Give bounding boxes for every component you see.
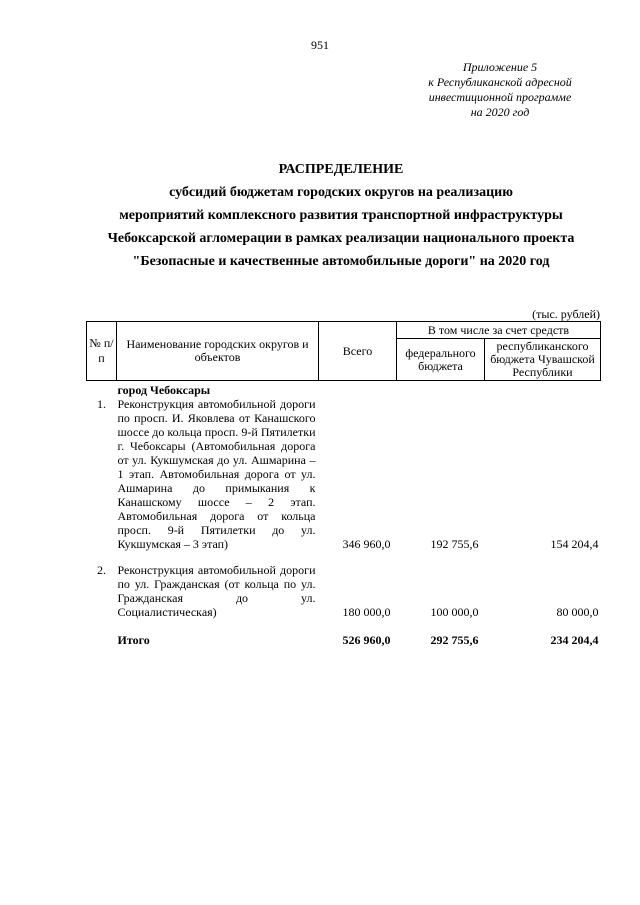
table-row (87, 563, 601, 619)
row-federal: 192 755,6 (430, 537, 479, 551)
row-number: 2. (97, 563, 106, 577)
appendix-line-1: Приложение 5 (462, 60, 538, 74)
header-name: Наименование городских округов и объектов (117, 322, 319, 381)
heading-title: РАСПРЕДЕЛЕНИЕ (278, 162, 404, 177)
appendix-line-2: к Республиканской адресной (428, 75, 572, 89)
appendix-line-3: инвестиционной программе (428, 90, 572, 104)
header-republic: республиканского бюджета Чувашской Республики (485, 339, 601, 381)
header-num: № п/п (87, 322, 117, 381)
header-including: В том числе за счет средств (397, 322, 601, 339)
row-federal: 100 000,0 (430, 605, 479, 619)
heading-line-4: Чебоксарской агломерации в рамках реализации национального проекта (107, 231, 575, 246)
heading-line-2: субсидий бюджетам городских округов на реализацию (169, 185, 513, 200)
row-total: 346 960,0 (342, 537, 391, 551)
grand-total: 526 960,0 (342, 633, 391, 647)
object-name: Реконструкция автомобильной дороги по просп. И. Яковлева от Канашского шоссе до кольца просп. 9-й Пятилетки г. Чебоксары (Автомобильная дорога от ул. Кукшумская до ул. Ашмарина – 1 этап. Автомобильная дорога от ул. Ашмарина до примыкания к Канашскому шоссе – 2 этап. Автомобильная дорога от кольца просп. 9-й Пятилетки до ул. Кукшумская – 3 этап) (117, 397, 316, 551)
heading-line-3: мероприятий комплексного развития транспортной инфраструктуры (119, 208, 563, 223)
city-name: город Чебоксары (117, 383, 211, 397)
object-name: Реконструкция автомобильной дороги по ул. Гражданская (от кольца по ул. Гражданская до ул. Социалистическая) (117, 563, 316, 619)
document-heading (40, 158, 640, 273)
page-number: 951 (311, 38, 329, 52)
total-label: Итого (117, 633, 150, 647)
grand-republic: 234 204,4 (550, 633, 599, 647)
distribution-table (86, 321, 601, 647)
row-republic: 154 204,4 (550, 537, 599, 551)
grand-federal: 292 755,6 (430, 633, 479, 647)
header-total: Всего (319, 322, 397, 381)
appendix-line-4: на 2020 год (470, 105, 530, 119)
row-republic: 80 000,0 (556, 605, 599, 619)
unit-label: (тыс. рублей) (532, 307, 600, 321)
table-row (87, 381, 601, 398)
table-header (87, 322, 601, 381)
table-row (87, 397, 601, 551)
total-row (87, 633, 601, 647)
heading-line-5: "Безопасные и качественные автомобильные дороги" на 2020 год (132, 254, 550, 269)
row-total: 180 000,0 (342, 605, 391, 619)
header-federal: федерального бюджета (397, 339, 485, 381)
table-body (87, 381, 601, 648)
appendix-note (400, 60, 600, 120)
row-number: 1. (97, 397, 106, 411)
